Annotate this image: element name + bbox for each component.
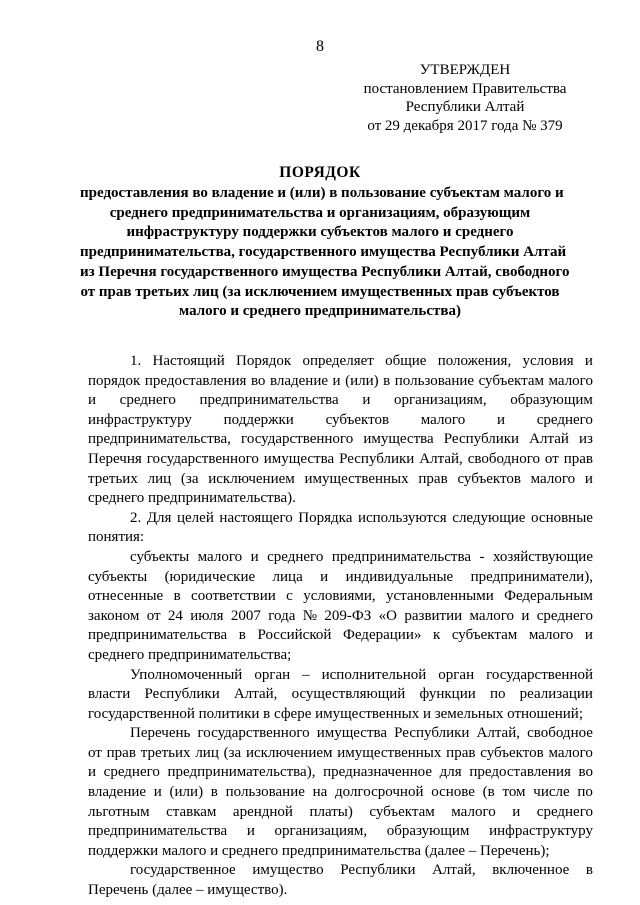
body-line: предпринимательства и организациям, образующим инфраструктуру (88, 823, 593, 840)
subtitle-line: малого и среднего предпринимательства) (179, 303, 461, 320)
body-line: предпринимательства в Российской Федерации» к субъектам малого и (88, 627, 593, 644)
body-line: среднего предпринимательства; (88, 646, 292, 663)
body-line: инфраструктуру поддержки субъектов малого и среднего (88, 411, 593, 428)
body-line: среднего предпринимательства). (88, 490, 296, 507)
body-line: Перечень (далее – имущество). (88, 882, 288, 899)
subtitle-line: из Перечня государственного имущества Республики Алтай, свободного (80, 263, 570, 280)
approval-line: Республики Алтай (405, 99, 525, 115)
body-line: от прав третьих лиц (за исключением имущественных прав субъектов малого (88, 744, 593, 761)
document-body (88, 352, 593, 901)
approval-heading: УТВЕРЖДЕН (419, 62, 511, 78)
body-line: субъекты (юридические лица и индивидуальные предприниматели), (88, 568, 593, 585)
body-line: 2. Для целей настоящего Порядка используются следующие основные (130, 509, 593, 526)
subtitle-line: предпринимательства, государственного имущества Республики Алтай (80, 244, 567, 261)
body-line: власти Республики Алтай, осуществляющий функции по реализации (88, 686, 593, 703)
body-line: льготным ставкам арендной платы) субъектам малого и среднего (88, 803, 593, 820)
body-line: понятия: (88, 529, 145, 546)
body-line: государственное имущество Республики Алтай, включенное в (130, 862, 593, 879)
page-number: 8 (316, 38, 324, 55)
body-line: законом от 24 июля 2007 года № 209-ФЗ «О развитии малого и среднего (88, 607, 593, 624)
body-line: 1. Настоящий Порядок определяет общие положения, условия и (130, 353, 593, 369)
body-line: и среднего предпринимательства), предназначенное для предоставления во (88, 764, 593, 781)
body-line: предпринимательства, государственного имущества Республики Алтай из (88, 431, 593, 448)
body-line: отнесенные в соответствии с условиями, установленными Федеральным (88, 588, 593, 605)
body-line: владение и (или) в пользование на долгосрочной основе (в том числе по (88, 784, 593, 801)
document-title: ПОРЯДОК (279, 164, 361, 181)
approval-block (360, 61, 570, 135)
body-line: Перечень государственного имущества Республики Алтай, свободное (130, 725, 593, 742)
body-line: Перечня государственного имущества Республики Алтай, свободного от прав (88, 450, 593, 467)
body-line: порядок предоставления во владение и (или) в пользование субъектам малого (88, 372, 593, 389)
body-line: третьих лиц (за исключением имущественных прав субъектов малого и (88, 470, 593, 487)
body-line: и среднего предпринимательства и организациям, образующим (88, 392, 593, 409)
subtitle-line: предоставления во владение и (или) в пользование субъектам малого и (80, 185, 564, 201)
subtitle-line: инфраструктуру поддержки субъектов малого и среднего (126, 224, 514, 241)
approval-line: постановлением Правительства (363, 80, 567, 97)
body-line: субъекты малого и среднего предпринимательства - хозяйствующие (130, 548, 593, 565)
approval-line: от 29 декабря 2017 года № 379 (367, 117, 563, 134)
body-line: государственной политики в сфере имущественных и земельных отношений; (88, 705, 583, 722)
subtitle-line: среднего предпринимательства и организациям, образующим (109, 204, 531, 221)
body-line: поддержки малого и среднего предпринимательства (далее – Перечень); (88, 842, 550, 859)
subtitle-line: от прав третьих лиц (за исключением имущественных прав субъектов (80, 283, 560, 300)
body-line: Уполномоченный орган – исполнительной орган государственной (130, 666, 593, 683)
document-subtitle (80, 184, 570, 322)
